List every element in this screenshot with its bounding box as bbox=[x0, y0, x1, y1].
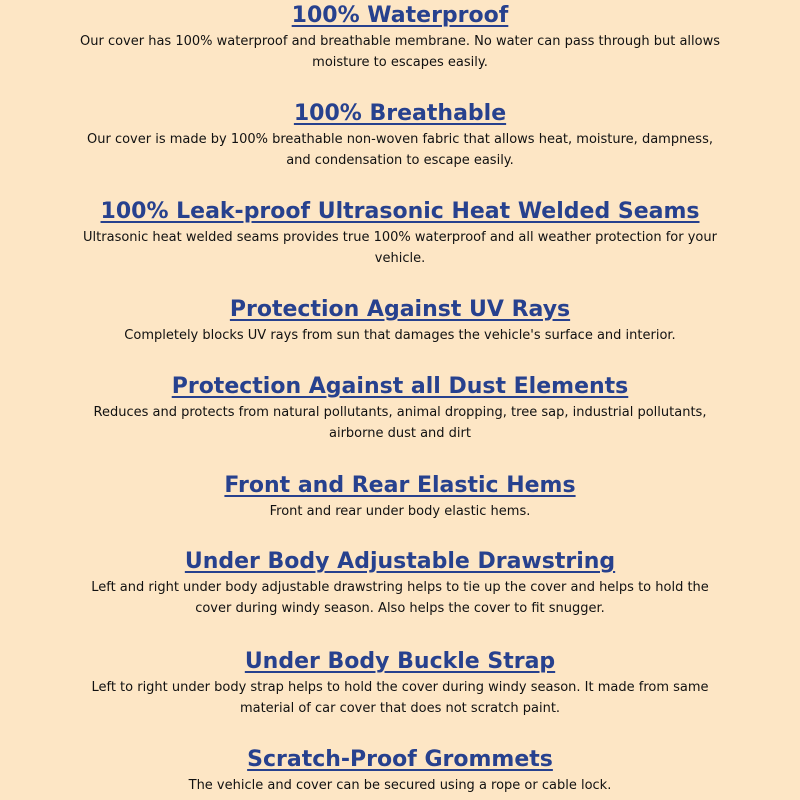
feature-heat-welded-seams bbox=[0, 197, 800, 269]
feature-title: Under Body Adjustable Drawstring bbox=[184, 549, 616, 574]
feature-uv-protection bbox=[0, 295, 800, 346]
feature-title: 100% Breathable bbox=[293, 101, 507, 126]
feature-title: Protection Against all Dust Elements bbox=[171, 374, 629, 399]
feature-description: Our cover is made by 100% breathable non-woven fabric that allows heat, moisture, dampness, and condensation to escape easily. bbox=[87, 132, 713, 168]
feature-title: 100% Leak-proof Ultrasonic Heat Welded Seams bbox=[100, 199, 700, 224]
feature-dust-protection bbox=[0, 372, 800, 444]
feature-description: Reduces and protects from natural pollutants, animal dropping, tree sap, industrial pollutants, airborne dust and dirt bbox=[93, 405, 707, 441]
feature-title: Front and Rear Elastic Hems bbox=[224, 473, 576, 498]
feature-title: Protection Against UV Rays bbox=[229, 297, 571, 322]
feature-description: Front and rear under body elastic hems. bbox=[269, 504, 531, 519]
feature-title: Under Body Buckle Strap bbox=[244, 649, 556, 674]
feature-grommets bbox=[0, 745, 800, 796]
feature-description: Ultrasonic heat welded seams provides true 100% waterproof and all weather protection for your vehicle. bbox=[83, 230, 717, 266]
feature-description: The vehicle and cover can be secured using a rope or cable lock. bbox=[188, 778, 612, 793]
feature-buckle-strap bbox=[0, 647, 800, 719]
feature-description: Our cover has 100% waterproof and breathable membrane. No water can pass through but allows moisture to escapes easily. bbox=[80, 34, 720, 70]
feature-title: 100% Waterproof bbox=[291, 3, 509, 28]
feature-title: Scratch-Proof Grommets bbox=[247, 747, 553, 772]
feature-description: Completely blocks UV rays from sun that damages the vehicle's surface and interior. bbox=[124, 328, 676, 343]
feature-elastic-hems bbox=[0, 471, 800, 522]
feature-description: Left to right under body strap helps to hold the cover during windy season. It made from same material of car cover that does not scratch paint. bbox=[91, 680, 709, 716]
feature-description: Left and right under body adjustable drawstring helps to tie up the cover and helps to hold the cover during windy season. Also helps the cover to fit snugger. bbox=[91, 580, 709, 616]
feature-breathable bbox=[0, 99, 800, 171]
feature-drawstring bbox=[0, 547, 800, 619]
feature-waterproof bbox=[0, 1, 800, 73]
